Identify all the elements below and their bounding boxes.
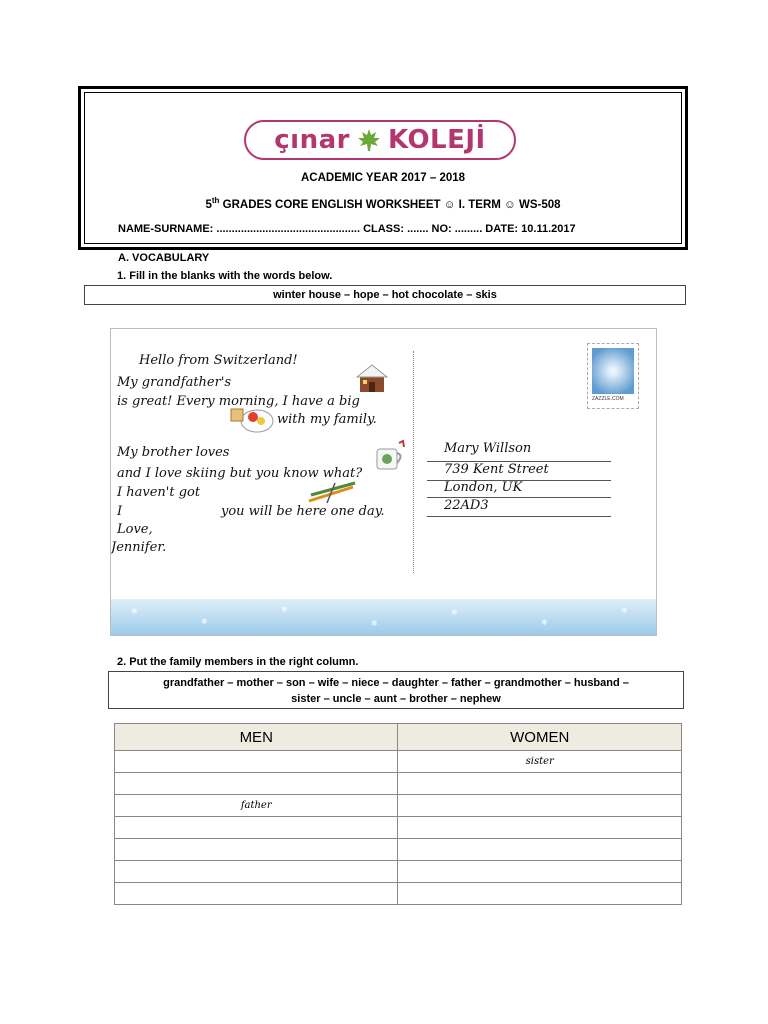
- address-line: London, UK: [444, 480, 523, 495]
- question-2: 2. Put the family members in the right column.: [117, 656, 359, 668]
- hot-chocolate-icon: [373, 439, 407, 473]
- table-cell-women[interactable]: [398, 773, 682, 795]
- snow-strip: ❄ ❄ ❄ ❄ ❄ ❄ ❄: [111, 599, 656, 635]
- postage-stamp: [587, 343, 639, 409]
- postcard-line: My grandfather's: [117, 375, 232, 390]
- name-class-date-line: NAME-SURNAME: ............................................... CLASS: ....... NO: ......... DATE: 10.11.2017: [118, 223, 576, 235]
- table-cell-men[interactable]: [115, 861, 398, 883]
- postcard-line: you will be here one day.: [221, 504, 385, 519]
- winter-house-icon: [355, 363, 389, 393]
- table-row: [115, 883, 682, 905]
- address-line: Mary Willson: [444, 441, 532, 456]
- grade-suffix: th: [211, 196, 220, 205]
- table-row: [115, 861, 682, 883]
- postcard-greeting: Hello from Switzerland!: [139, 353, 298, 368]
- table-cell-women[interactable]: [398, 861, 682, 883]
- postcard-line: I haven't got: [117, 485, 201, 500]
- table-cell-women[interactable]: [398, 817, 682, 839]
- postcard-line: and I love skiing but you know what?: [117, 466, 363, 481]
- word-box-2-line: grandfather – mother – son – wife – niece – daughter – father – grandmother – husband –: [163, 677, 629, 689]
- question-1: 1. Fill in the blanks with the words below.: [117, 270, 333, 282]
- postcard-line: is great! Every morning, I have a big: [117, 394, 360, 409]
- worksheet-title-text: GRADES CORE ENGLISH WORKSHEET ☺ I. TERM ☺ WS-508: [222, 198, 561, 211]
- postcard-signature: Jennifer.: [111, 540, 167, 555]
- stamp-text: ZAZZLE.COM: [592, 396, 624, 402]
- academic-year: ACADEMIC YEAR 2017 – 2018: [300, 172, 466, 184]
- word-box-1: winter house – hope – hot chocolate – skis: [84, 285, 686, 305]
- postcard: [110, 328, 657, 636]
- table-cell-men[interactable]: [115, 883, 398, 905]
- address-line: 22AD3: [444, 498, 489, 513]
- maple-leaf-icon: [356, 127, 382, 153]
- table-row: [115, 795, 682, 817]
- snowflake-icon: [592, 348, 634, 394]
- skis-icon: [307, 481, 357, 505]
- table-cell-men[interactable]: [115, 839, 398, 861]
- word-box-2-line: sister – uncle – aunt – brother – nephew: [291, 693, 501, 705]
- worksheet-title: [80, 196, 686, 211]
- grade-number: 5: [205, 198, 212, 211]
- table-cell-men[interactable]: [115, 773, 398, 795]
- postcard-line: with my family.: [277, 412, 377, 427]
- table-row: [115, 839, 682, 861]
- table-cell-women[interactable]: [398, 883, 682, 905]
- table-cell-men[interactable]: father: [115, 795, 398, 817]
- table-cell-women[interactable]: [398, 795, 682, 817]
- logo-text-left: çınar: [274, 125, 350, 155]
- column-header-women: WOMEN: [398, 724, 682, 751]
- table-cell-men[interactable]: [115, 817, 398, 839]
- section-a-heading: A. VOCABULARY: [118, 252, 210, 264]
- table-row: [115, 817, 682, 839]
- address-line: 739 Kent Street: [444, 462, 549, 477]
- table-row: [115, 773, 682, 795]
- postcard-line: Love,: [117, 522, 153, 537]
- column-header-men: MEN: [115, 724, 398, 751]
- table-cell-women[interactable]: [398, 839, 682, 861]
- family-members-table: [114, 723, 682, 905]
- breakfast-icon: [229, 399, 275, 435]
- table-cell-men[interactable]: [115, 751, 398, 773]
- postcard-line: My brother loves: [117, 445, 230, 460]
- postcard-line: I: [117, 504, 123, 519]
- logo-text-right: KOLEJİ: [387, 125, 486, 155]
- table-cell-women[interactable]: sister: [398, 751, 682, 773]
- school-logo: [244, 120, 516, 160]
- table-row: [115, 751, 682, 773]
- word-box-2: [108, 671, 684, 709]
